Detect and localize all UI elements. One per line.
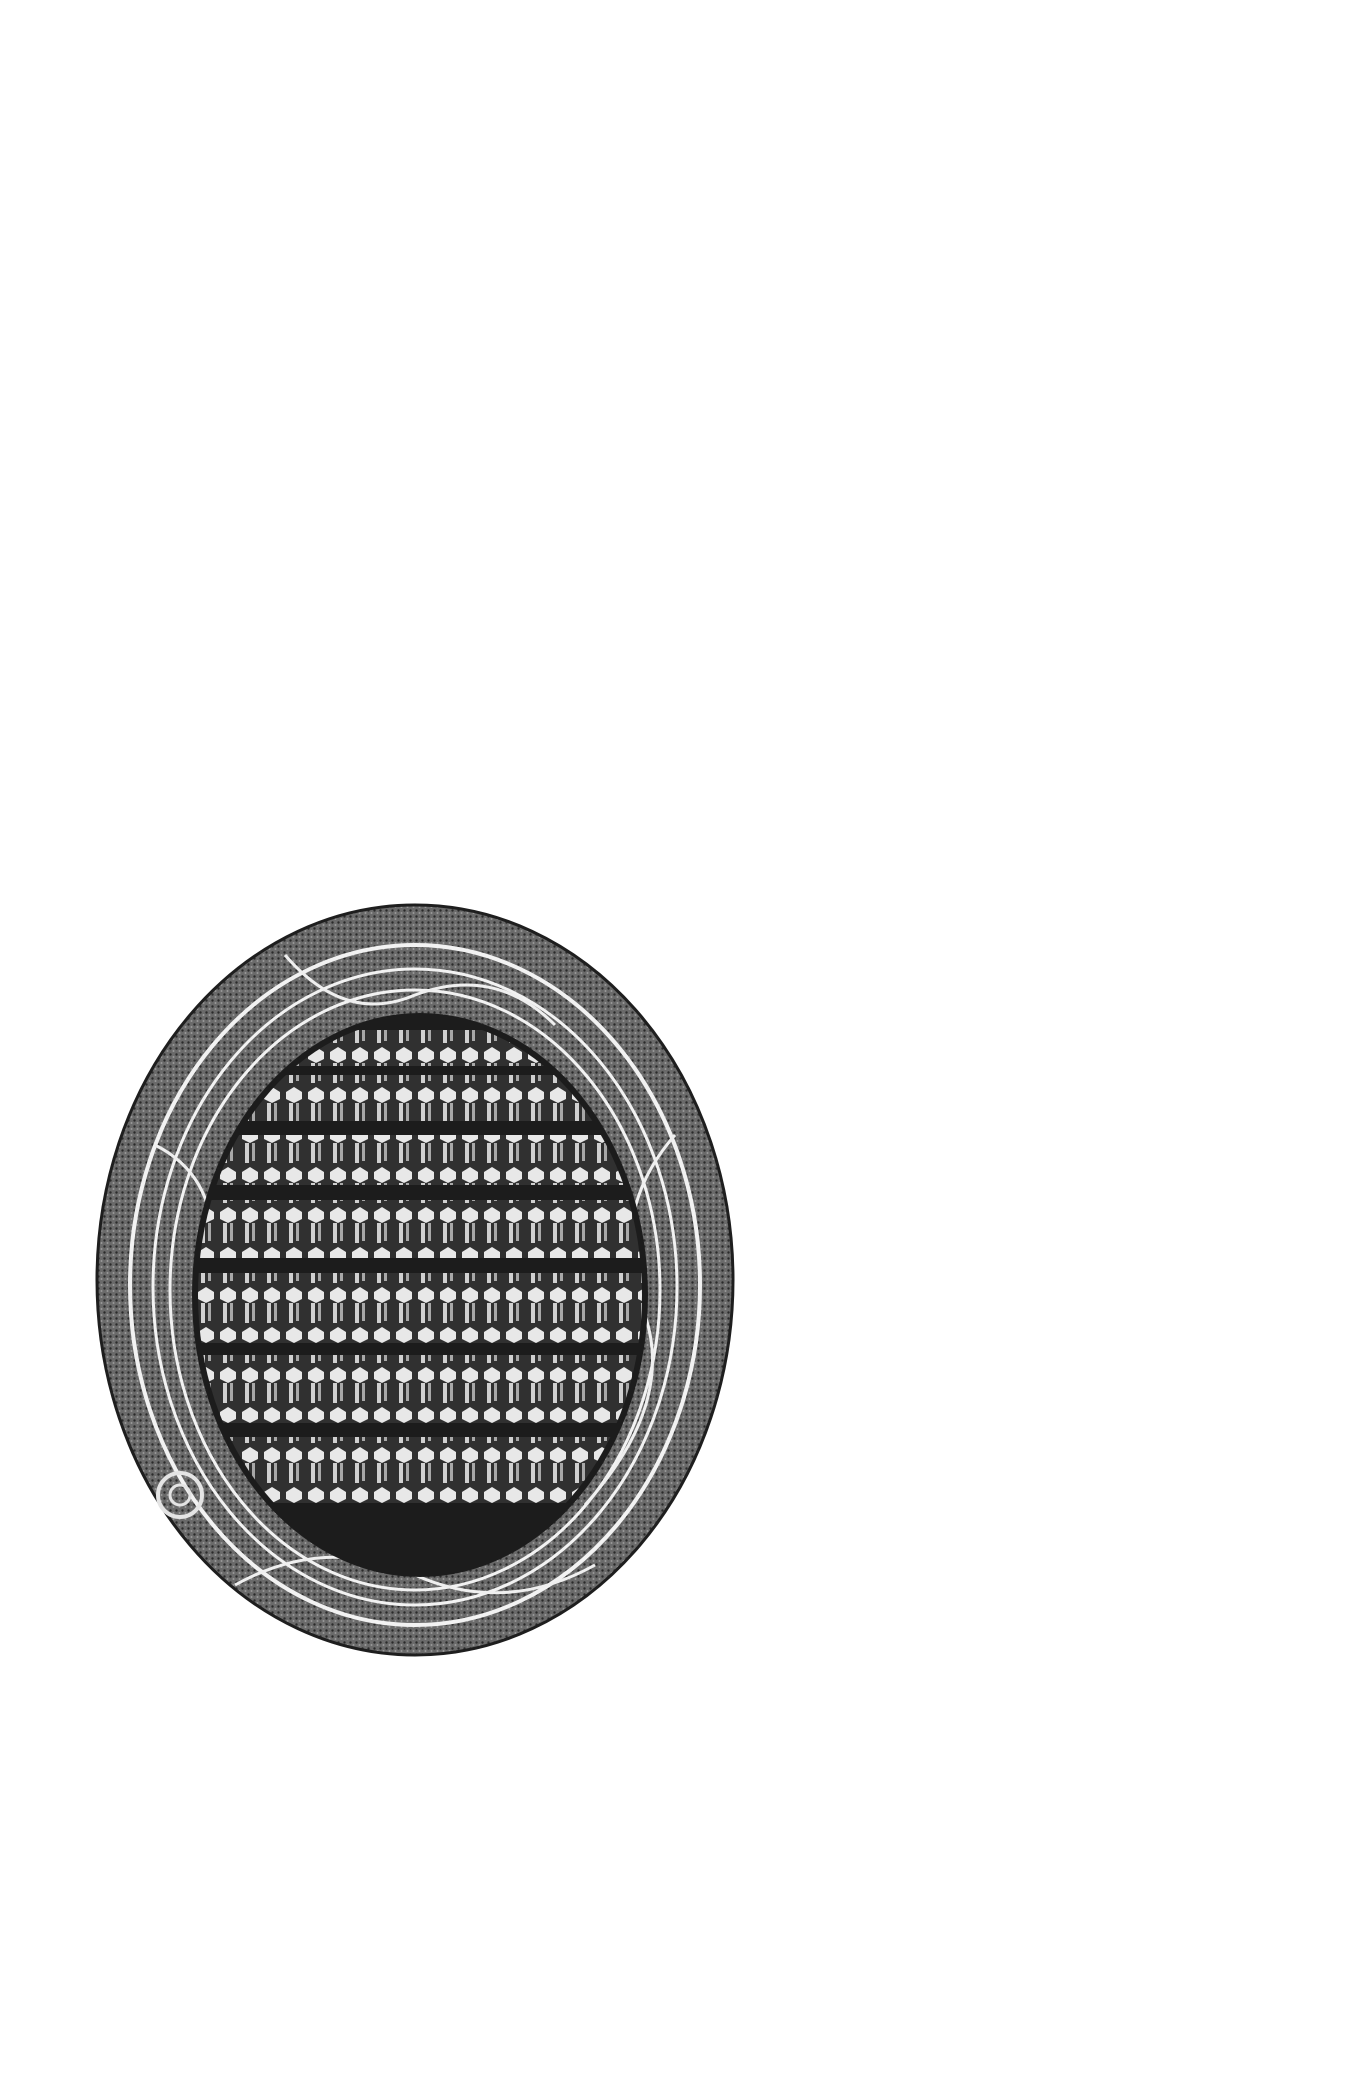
wasp-nest-cross-section-image xyxy=(85,885,745,1665)
wasp-nest-illustration xyxy=(85,885,745,1669)
